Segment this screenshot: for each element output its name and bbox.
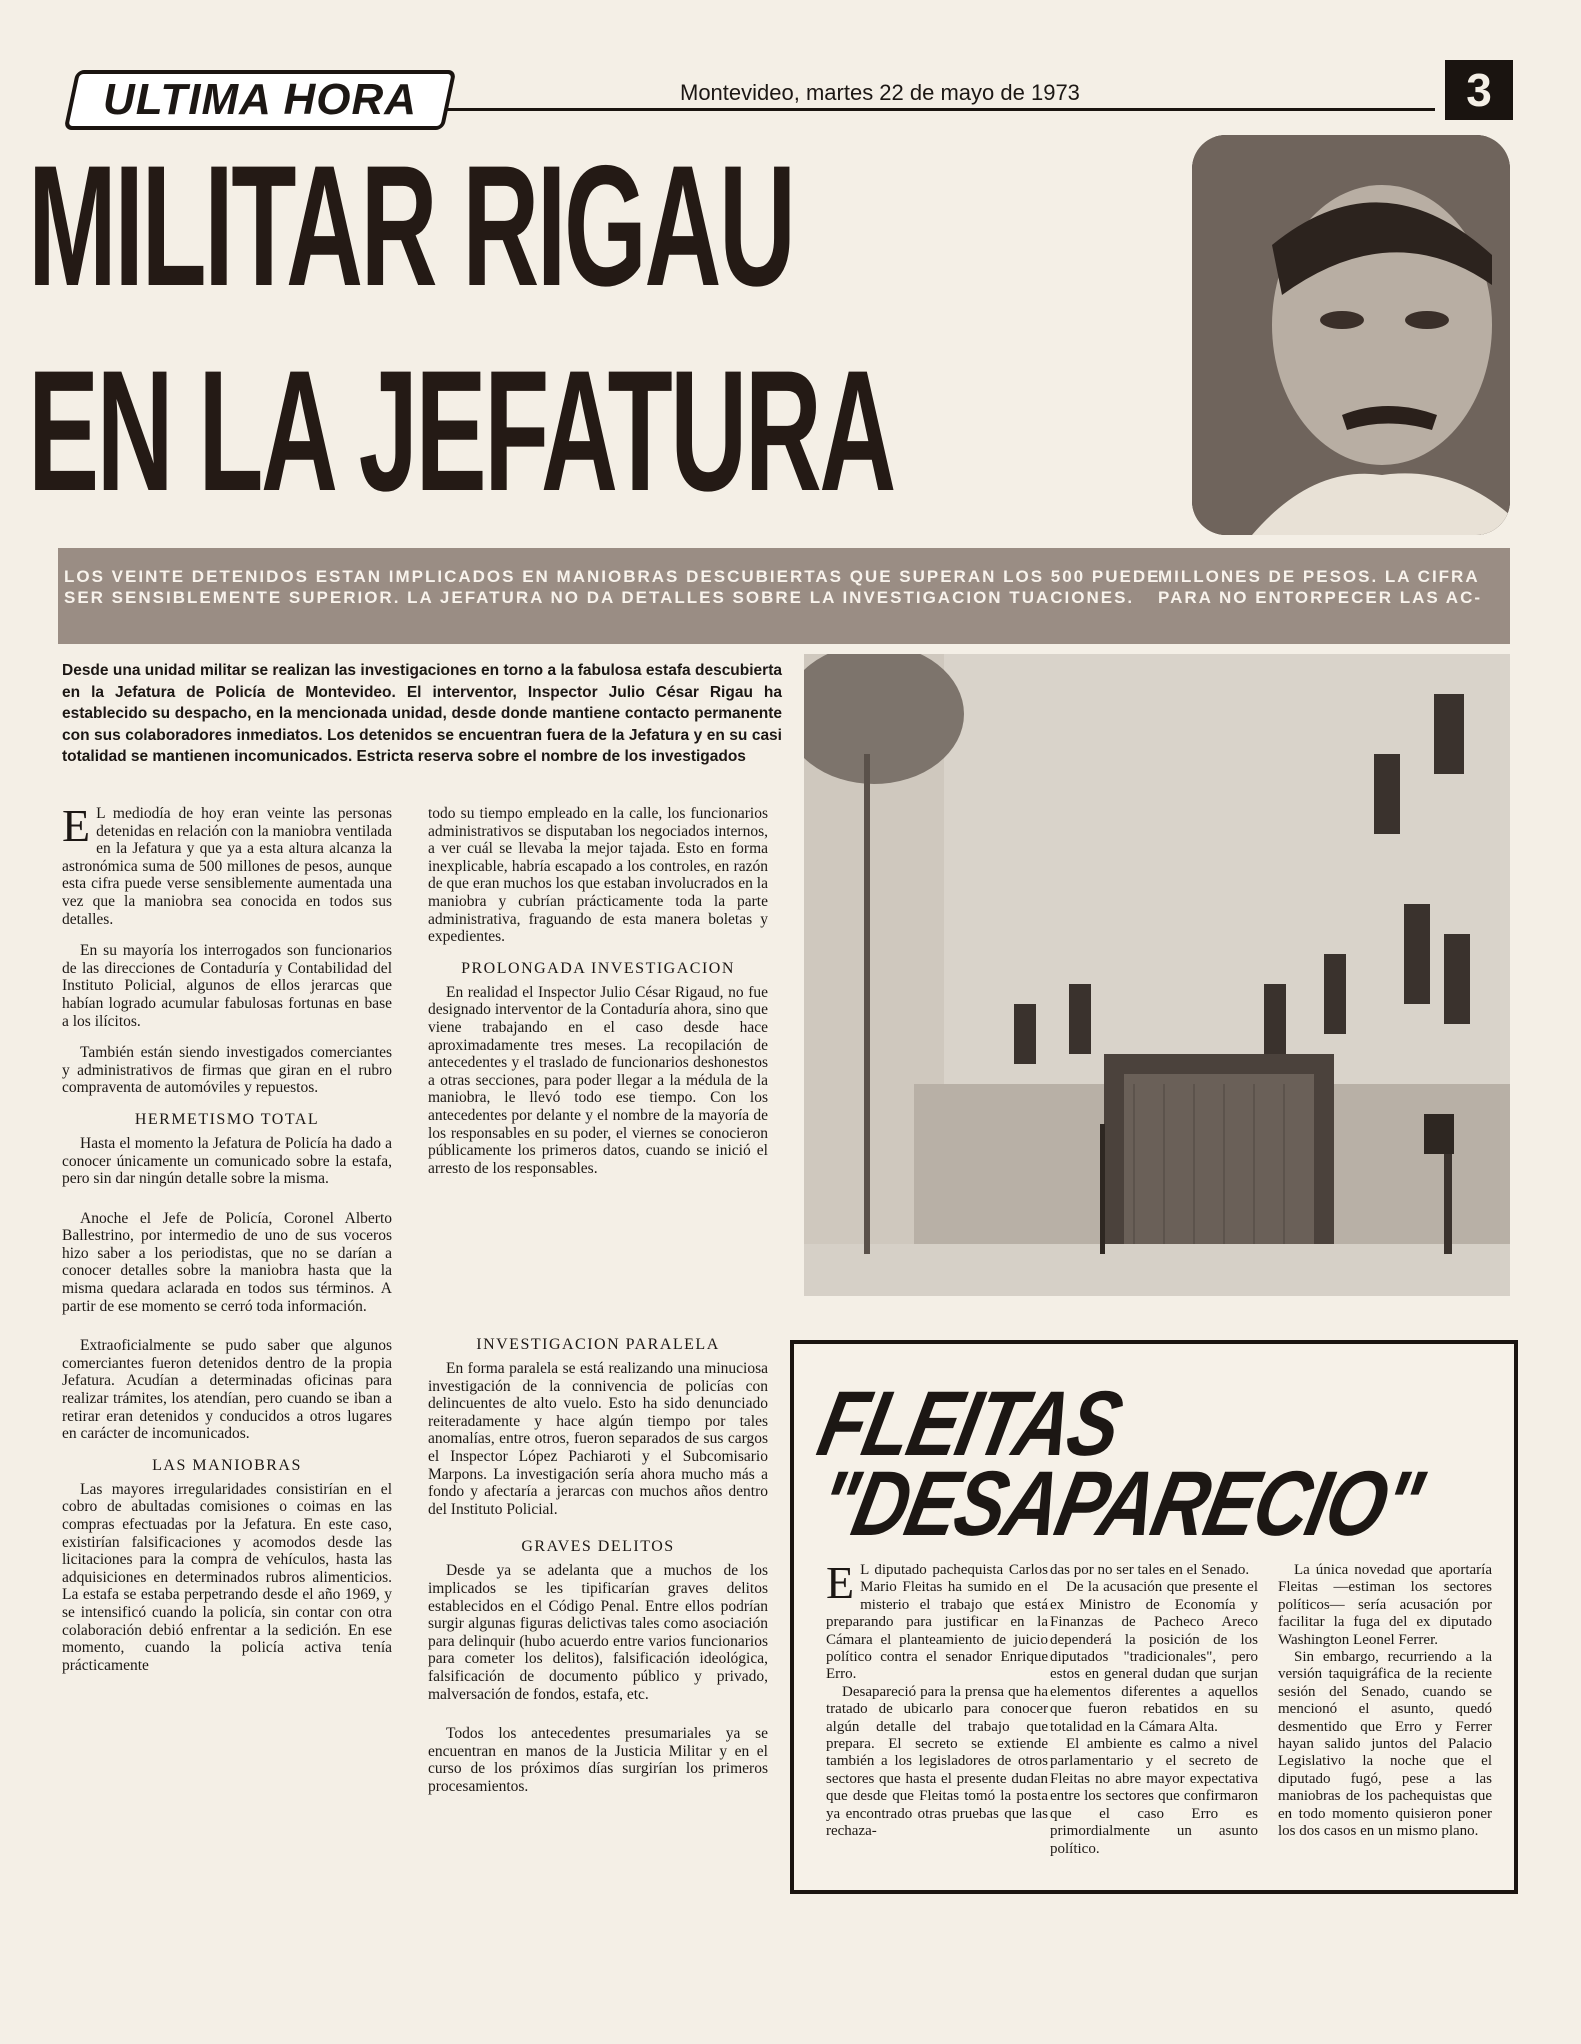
col1-paragraph-7: Las mayores irregularidades consistirían en el cobro de abultadas comisiones o coimas en las compras efectuadas por la Jefatura. En este caso, existirían falsificaciones y acomodos desde las licitaciones para la compra de vehículos, hasta las adquisiciones en determinados rubros alimenticios. La estafa se estaba perpetrando desde el año 1969, y se intensificó cuando la policía, sin contar con otra colaboración debió enfrentar a la sedición. En ese momento, cuando la policía activa tenía prácticamente	[62, 1480, 392, 1674]
building-illustration	[804, 654, 1510, 1296]
drop-cap: E	[62, 800, 91, 851]
box-drop-cap: E	[826, 1557, 855, 1608]
box-column-3	[1278, 1562, 1492, 1841]
col2-paragraph-2: En realidad el Inspector Julio César Rigaud, no fue designado interventor de la Contaduría ahora, sino que viene trabajando en el caso desde hace aproximadamente tres meses. La recopilación de antecedentes y el traslado de funcionarios deshonestos a otras secciones, para poder llegar a la médula de la maniobra, le llevó todo ese tiempo. Con los antecedentes por delante y el nombre de la mayoría de los responsables en su poder, el viernes se conocieron públicamente los primeros datos, cuando se inició el arresto de los responsables.	[428, 983, 768, 1177]
col1-paragraph-6: Extraoficialmente se pudo saber que algunos comerciantes fueron detenidos dentro de la propia Jefatura. Acudían a determinadas oficinas para realizar trámites, los atendían, pero cuando se iban a retirar eran detenidos y conducidos a otros lugares en carácter de incomunicados.	[62, 1337, 392, 1443]
col1-paragraph-2: En su mayoría los interrogados son funcionarios de las direcciones de Contaduría y Contabilidad del Instituto Policial, algunos de ellos jerarcas que habían logrado acumular fabulosas fortunas en base a los ilícitos.	[62, 942, 392, 1030]
dateline: Montevideo, martes 22 de mayo de 1973	[680, 80, 1080, 105]
col3-paragraph-2: Desde ya se adelanta que a muchos de los implicados se les tipificarían graves delitos establecidos en el Código Penal. Entre ellos podrían surgir algunas figuras delictivas tales como asociación para delinquir (hubo acuerdo entre varios funcionarios para cometer los delitos), falsificación ideológica, falsificación de documento público y privado, malversación de fondos, estafa, etc.	[428, 1562, 768, 1703]
col3-paragraph-1: En forma paralela se está realizando una minuciosa investigación de la connivencia de policías con delincuentes de alto vuelo. Esto ha sido denunciado reiteradamente y hace algún tiempo por tales anomalías, entre otros, fueron separados de sus cargos el Inspector López Pachiaroti y el Subcomisario Marpons. La investigación sería ahora mucho más a fondo y afectaría a jerarcas con muchos años dentro del Instituto Policial.	[428, 1360, 768, 1518]
subhead-prolongada: PROLONGADA INVESTIGACION	[461, 959, 735, 977]
lead-deck: Desde una unidad militar se realizan las investigaciones en torno a la fabulosa estafa descubierta en la Jefatura de Policía de Montevideo. El interventor, Inspector Julio César Rigau ha establecido su despacho, en la mencionada unidad, desde donde mantiene contacto permanente con sus colaboradores inmediatos. Los detenidos se encuentran fuera de la Jefatura y en su casi totalidad se mantienen incomunicados. Estricta reserva sobre el nombre de los investigados	[62, 662, 782, 765]
subhead-paralela: INVESTIGACION PARALELA	[476, 1336, 720, 1353]
portrait-illustration	[1192, 135, 1510, 535]
col1-paragraph-5: Anoche el Jefe de Policía, Coronel Alberto Ballestrino, por intermedio de uno de sus voceros hizo saber a los periodistas, que no se darían a conocer detalles sobre la maniobra hasta que la misma quedara aclarada en todos sus términos. A partir de ese momento se cerró toda información.	[62, 1209, 392, 1315]
subhead-maniobras: LAS MANIOBRAS	[152, 1456, 302, 1474]
page-number: 3	[1445, 60, 1513, 120]
box-paragraph-5: El ambiente es calmo a nivel parlamentario y el secreto de Fleitas no abre mayor expectativa entre los sectores que confirmaron que el caso Erro es primordialmente un asunto político.	[1050, 1736, 1258, 1857]
article-column-1	[62, 800, 392, 1674]
box-paragraph-4: De la acusación que presente el ex Ministro de Economía y Finanzas de Pacheco Areco dependerá la posición de los diputados "tradicionales", pero estos en general dudan que surjan elementos diferentes a aquellos que fueron rebatidos en su totalidad en la Cámara Alta.	[1050, 1579, 1258, 1735]
headline-line-1: MILITAR RIGAU	[28, 130, 794, 322]
subhead-hermetismo: HERMETISMO TOTAL	[134, 1110, 320, 1128]
headline-line-2: EN LA JEFATURA	[28, 335, 894, 527]
col1-paragraph-1: L mediodía de hoy eran veinte las personas detenidas en relación con la maniobra ventilada en la Jefatura y que ya a esta altura alcanza la astronómica suma de 500 millones de pesos, aunque esta cifra puede verse sensiblemente aumentada una vez que la maniobra sea conocida en todos sus detalles.	[62, 805, 392, 928]
masthead-rule	[445, 108, 1435, 111]
banner-text-right: MILLONES DE PESOS. LA CIFRA PARA NO ENTORPECER LAS AC-	[1158, 567, 1483, 607]
box-title-line-2: "DESAPARECIO"	[810, 1453, 1430, 1555]
newspaper-logo: ULTIMA HORA	[64, 70, 457, 130]
portrait-photo	[1192, 135, 1510, 535]
subhead-banner	[58, 548, 1510, 644]
box-column-1	[826, 1557, 1048, 1841]
box-paragraph-2: Desapareció para la prensa que ha tratado de ubicarlo para conocer algún detalle del trabajo que prepara. El secreto se extiende también a los legisladores de otros sectores que hasta el presente dudan que desde que Fleitas tomó la posta ya encontrado otras pruebas que las rechaza-	[826, 1683, 1048, 1840]
article-column-3	[428, 1336, 768, 1795]
box-paragraph-1: L diputado pachequista Carlos Mario Fleitas ha sumido en el misterio el trabajo que está preparando para justificar en la Cámara el planteamiento de juicio político contra el senador Enrique Erro.	[826, 1562, 1048, 1683]
col2-paragraph-1: todo su tiempo empleado en la calle, los funcionarios administrativos se disputaban los negociados internos, a ver cuál se llevaba la mejor tajada. Esto en forma inexplicable, habría escapado a los controles, en razón de que eran muchos los que estaban involucrados en la maniobra y cubrían prácticamente toda la parte administrativa, fraguando de esta manera boletas y expedientes.	[428, 805, 768, 946]
article-column-2	[428, 805, 768, 1177]
banner-text-left: LOS VEINTE DETENIDOS ESTAN IMPLICADOS EN MANIOBRAS DESCUBIERTAS QUE SUPERAN LOS 500 PUEDE SER SENSIBLEMENTE SUPERIOR. LA JEFATURA NO DA DETALLES SOBRE LA INVESTIGACION TUACIONES.	[64, 567, 1161, 607]
col1-paragraph-4: Hasta el momento la Jefatura de Policía ha dado a conocer únicamente un comunicado sobre la estafa, pero sin dar ningún detalle sobre la misma.	[62, 1134, 392, 1188]
subhead-graves: GRAVES DELITOS	[521, 1538, 675, 1556]
box-column-2	[1050, 1562, 1258, 1858]
box-title-line-1: FLEITAS	[810, 1373, 1130, 1475]
box-paragraph-7: Sin embargo, recurriendo a la versión taquigráfica de la reciente sesión del Senado, cuando se mencionó el asunto, quedó desmentido que Erro y Ferrer hayan salido juntos del Palacio Legislativo la noche que el diputado fugó, pese a las maniobras de los pachequistas que en todo momento quisieron poner los dos casos en un mismo plano.	[1278, 1649, 1492, 1840]
box-paragraph-6: La única novedad que aportaría Fleitas —estiman los sectores políticos— sería acusación por facilitar la fuga del ex diputado Washington Leonel Ferrer.	[1278, 1562, 1492, 1648]
col1-paragraph-3: También están siendo investigados comerciantes y administrativos de firmas que giran en el rubro compraventa de automóviles y repuestos.	[62, 1044, 392, 1097]
col3-paragraph-3: Todos los antecedentes presumariales ya se encuentran en manos de la Justicia Militar y en el curso de los próximos días surgirían los primeros procesamientos.	[428, 1725, 768, 1795]
box-paragraph-3: das por no ser tales en el Senado.	[1050, 1562, 1250, 1578]
building-photo	[804, 654, 1510, 1296]
